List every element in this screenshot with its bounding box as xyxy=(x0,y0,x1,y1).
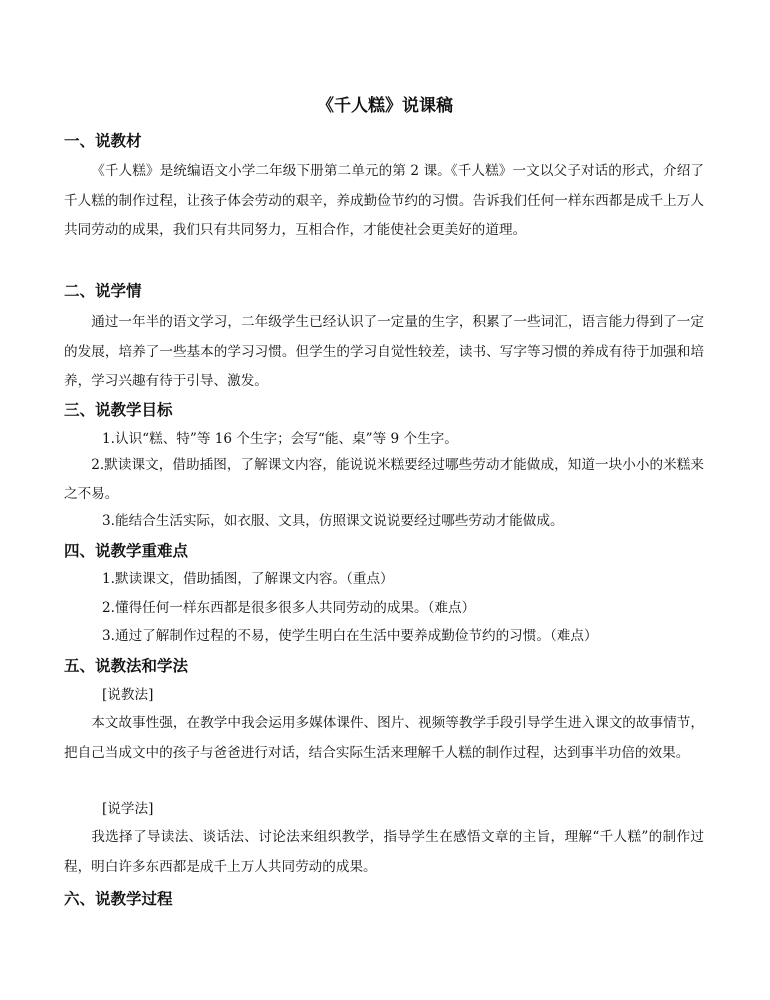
section-heading-process: 六、说教学过程 xyxy=(64,890,173,908)
section-heading-objectives: 三、说教学目标 xyxy=(64,401,173,419)
section-heading-textbook: 一、说教材 xyxy=(64,132,142,150)
key-point-item-2: 2.懂得任何一样东西都是很多很多人共同劳动的成果。（难点） xyxy=(102,600,476,616)
paragraph-textbook: 《千人糕》是统编语文小学二年级下册第二单元的第 2 课。《千人糕》一文以父子对话的形式，介绍了千人糕的制作过程，让孩子体会劳动的艰辛，养成勤俭节约的习惯。告诉我们任何一样东西都是成千上万人共同劳动的成果，我们只有共同努力，互相合作，才能使社会更美好的道理。 xyxy=(64,163,704,238)
paragraph-teaching-method: 本文故事性强，在教学中我会运用多媒体课件、图片、视频等教学手段引导学生进入课文的故事情节，把自己当成文中的孩子与爸爸进行对话，结合实际生活来理解千人糕的制作过程，达到事半功倍的效果。 xyxy=(64,715,704,761)
subheading-learning-method: [说学法] xyxy=(102,801,154,817)
key-point-item-1: 1.默读课文，借助插图，了解课文内容。（重点） xyxy=(102,571,394,587)
key-point-item-3: 3.通过了解制作过程的不易，使学生明白在生活中要养成勤俭节约的习惯。（难点） xyxy=(102,628,598,644)
paragraph-learning-method: 我选择了导读法、谈话法、讨论法来组织教学，指导学生在感悟文章的主旨，理解“千人糕”的制作过程，明白许多东西都是成千上万人共同劳动的成果。 xyxy=(64,829,704,875)
objective-item-1: 1.认识“糕、特”等 16 个生字；会写“能、桌”等 9 个生字。 xyxy=(102,431,458,447)
page-title: 《千人糕》说课稿 xyxy=(317,96,453,116)
section-heading-key-points: 四、说教学重难点 xyxy=(64,542,189,560)
objective-item-2: 2.默读课文，借助插图，了解课文内容，能说说米糕要经过哪些劳动才能做成，知道一块小小的米糕来之不易。 xyxy=(64,457,704,502)
section-heading-methods: 五、说教法和学法 xyxy=(64,657,189,675)
objective-item-3: 3.能结合生活实际，如衣服、文具，仿照课文说说要经过哪些劳动才能做成。 xyxy=(102,513,564,529)
subheading-teaching-method: [说教法] xyxy=(102,687,154,703)
paragraph-students: 通过一年半的语文学习，二年级学生已经认识了一定量的生字，积累了一些词汇，语言能力得到了一定的发展，培养了一些基本的学习习惯。但学生的学习自觉性较差，读书、写字等习惯的养成有待于加强和培养，学习兴趣有待于引导、激发。 xyxy=(64,314,704,389)
section-heading-students: 二、说学情 xyxy=(64,282,142,300)
